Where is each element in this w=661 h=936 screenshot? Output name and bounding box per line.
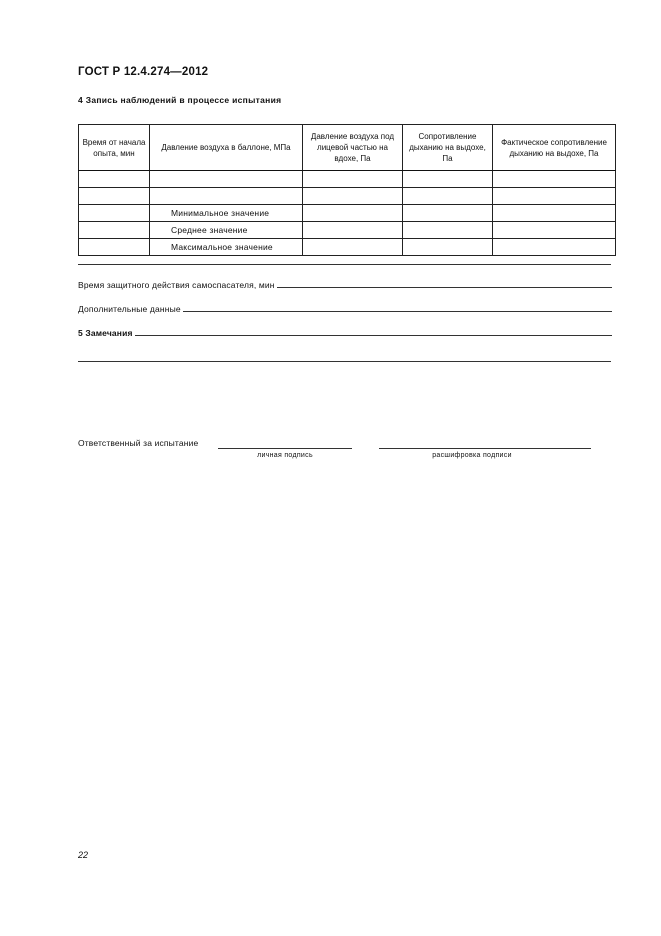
- additional-data-blank: [183, 310, 612, 312]
- section-4-title: 4 Запись наблюдений в процессе испытания: [78, 95, 282, 105]
- row-label-avg: Среднее значение: [150, 222, 303, 239]
- remarks-blank: [135, 334, 612, 336]
- col-header-cylinder-pressure: Давление воздуха в баллоне, МПа: [150, 125, 303, 171]
- table-row-avg: [79, 222, 616, 239]
- observations-table: [78, 124, 616, 256]
- page-number: 22: [78, 850, 89, 860]
- row-label-max: Максимальное значение: [150, 239, 303, 256]
- col-header-time: Время от начала опыта, мин: [79, 125, 150, 171]
- additional-data-label: Дополнительные данные: [78, 304, 181, 314]
- protection-time-field: [78, 280, 612, 290]
- signature-blank: [218, 448, 352, 449]
- additional-data-field: [78, 304, 612, 314]
- blank-line: [78, 264, 611, 265]
- table-row: [79, 188, 616, 205]
- table-header-row: [79, 125, 616, 171]
- protection-time-label: Время защитного действия самоспасателя, мин: [78, 280, 275, 290]
- table-row: [79, 171, 616, 188]
- row-label-min: Минимальное значение: [150, 205, 303, 222]
- col-header-actual-exhale-resistance: Фактическое сопротивление дыханию на выдохе, Па: [493, 125, 616, 171]
- responsible-label: Ответственный за испытание: [78, 438, 199, 448]
- remarks-label: 5 Замечания: [78, 328, 133, 338]
- signature-decode-blank: [379, 448, 591, 449]
- table-row-max: [79, 239, 616, 256]
- col-header-inhale-pressure: Давление воздуха под лицевой частью на вдохе, Па: [303, 125, 403, 171]
- blank-line: [78, 361, 611, 362]
- caption-decode: расшифровка подписи: [432, 452, 512, 459]
- col-header-exhale-resistance: Сопротивление дыханию на выдохе, Па: [403, 125, 493, 171]
- caption-signature: личная подпись: [257, 452, 313, 459]
- document-code: ГОСТ Р 12.4.274—2012: [78, 66, 209, 78]
- table-row-min: [79, 205, 616, 222]
- remarks-field: [78, 328, 612, 338]
- protection-time-blank: [277, 286, 612, 288]
